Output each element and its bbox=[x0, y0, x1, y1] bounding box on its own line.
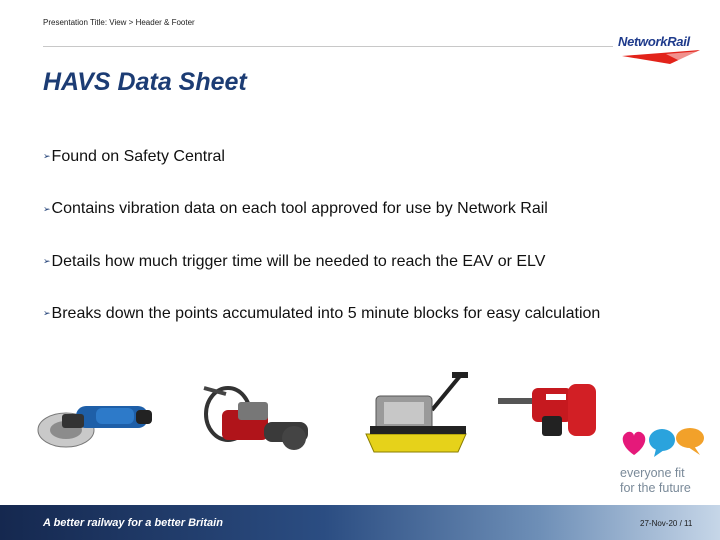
bullet-arrow-icon: ➢ bbox=[43, 255, 51, 266]
bullet-item: ➢Details how much trigger time will be needed to reach the EAV or ELV bbox=[43, 251, 603, 272]
bullet-arrow-icon: ➢ bbox=[43, 203, 51, 214]
header-divider bbox=[43, 46, 613, 47]
speech-hearts-icon bbox=[620, 425, 710, 463]
slide-title: HAVS Data Sheet bbox=[43, 68, 247, 96]
slide-date-page-number: 27-Nov-20 / 11 bbox=[640, 519, 693, 528]
bullet-item: ➢Breaks down the points accumulated into 5 minute blocks for easy calculation bbox=[43, 303, 603, 324]
presentation-title: Presentation Title: View > Header & Footer bbox=[43, 18, 195, 27]
campaign-line-2: for the future bbox=[620, 481, 691, 495]
disc-cutter-image bbox=[198, 380, 314, 458]
bullet-arrow-icon: ➢ bbox=[43, 308, 51, 319]
bullet-list bbox=[43, 146, 603, 324]
logo-wordmark: NetworkRail bbox=[618, 34, 690, 49]
everyone-fit-logo bbox=[620, 425, 710, 500]
hammer-drill-image bbox=[498, 378, 602, 444]
bullet-arrow-icon: ➢ bbox=[43, 151, 51, 162]
campaign-line-1: everyone fit bbox=[620, 466, 685, 480]
bullet-item: ➢Found on Safety Central bbox=[43, 146, 603, 167]
footer-bar bbox=[0, 505, 720, 540]
logo-swoosh-icon bbox=[618, 34, 708, 74]
bullet-item: ➢Contains vibration data on each tool approved for use by Network Rail bbox=[43, 198, 603, 219]
angle-grinder-image bbox=[36, 384, 156, 456]
network-rail-logo bbox=[618, 34, 708, 74]
footer-slogan: A better railway for a better Britain bbox=[43, 517, 223, 529]
plate-compactor-image bbox=[362, 370, 474, 458]
